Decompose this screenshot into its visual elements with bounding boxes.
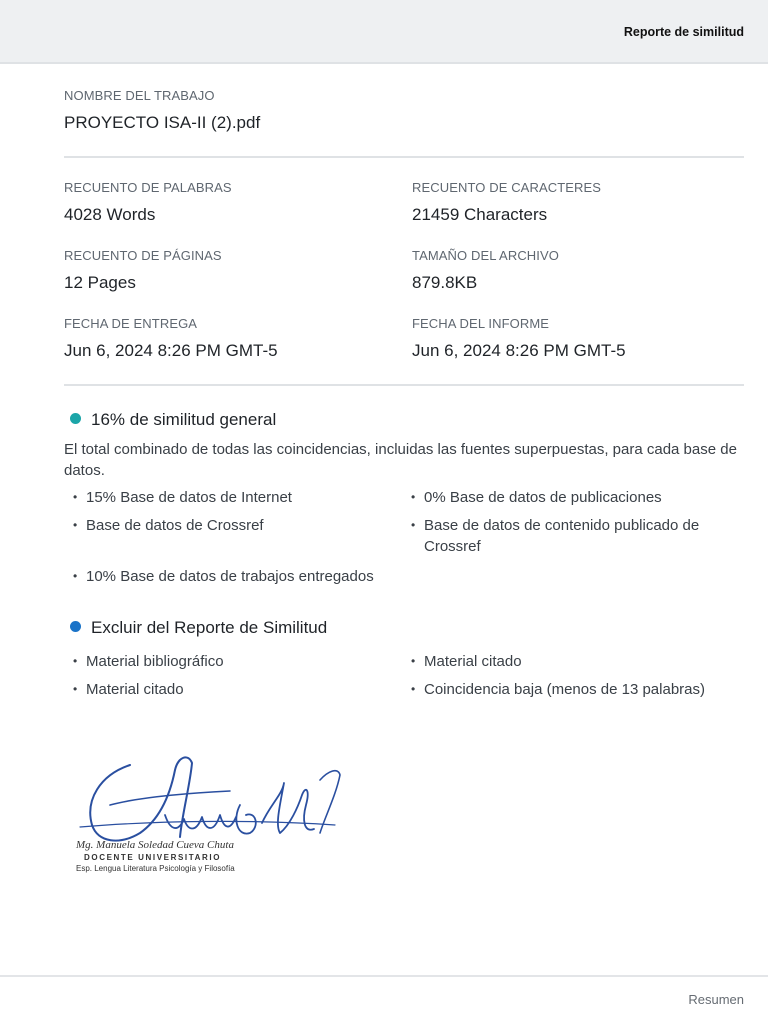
bullet-icon: •: [411, 518, 416, 532]
list-item: • 10% Base de datos de trabajos entregados: [73, 568, 374, 585]
bullet-icon: •: [73, 518, 78, 532]
signature-image: [70, 745, 360, 875]
chars-value: 21459 Characters: [412, 205, 548, 224]
size-label: TAMAÑO DEL ARCHIVO: [412, 248, 559, 263]
bullet-icon: •: [73, 490, 78, 504]
exclude-heading: [70, 618, 327, 638]
similarity-description: El total combinado de todas las coincidencias, incluidas las fuentes superpuestas, para cada base de datos.: [64, 441, 737, 479]
list-item: • Coincidencia baja (menos de 13 palabras): [411, 681, 706, 698]
words-value: 4028 Words: [64, 205, 156, 224]
signature-role: DOCENTE UNIVERSITARIO: [84, 853, 222, 862]
work-name-value: PROYECTO ISA-II (2).pdf: [64, 113, 261, 132]
bullet-icon: •: [411, 682, 416, 696]
bullet-icon: •: [411, 654, 416, 668]
report-date-label: FECHA DEL INFORME: [412, 316, 550, 331]
divider: [64, 384, 744, 386]
teal-dot-icon: [70, 413, 81, 424]
list-item: • Base de datos de contenido publicado de Crossref: [411, 517, 700, 555]
bullet-icon: •: [411, 490, 416, 504]
blue-dot-icon: [70, 621, 81, 632]
bullet-icon: •: [73, 569, 78, 583]
submit-date-label: FECHA DE ENTREGA: [64, 316, 198, 331]
pages-label: RECUENTO DE PÁGINAS: [64, 248, 222, 263]
size-value: 879.8KB: [412, 273, 478, 292]
work-name-label: NOMBRE DEL TRABAJO: [64, 88, 215, 103]
similarity-title: 16% de similitud general: [91, 410, 277, 429]
list-item: • Material bibliográfico: [73, 653, 224, 670]
report-title: Reporte de similitud: [623, 25, 744, 39]
bullet-icon: •: [73, 682, 78, 696]
footer: [0, 975, 768, 1024]
signature-specialty: Esp. Lengua Literatura Psicología y Filosofía: [76, 864, 235, 873]
bullet-icon: •: [73, 654, 78, 668]
summary-link[interactable]: Resumen: [688, 992, 744, 1007]
list-item: • Material citado: [411, 653, 522, 670]
pages-value: 12 Pages: [64, 273, 136, 292]
report-date-value: Jun 6, 2024 8:26 PM GMT-5: [412, 341, 626, 360]
submit-date-value: Jun 6, 2024 8:26 PM GMT-5: [64, 341, 278, 360]
chars-label: RECUENTO DE CARACTERES: [412, 180, 602, 195]
divider: [64, 156, 744, 158]
signature-name: Mg. Manuela Soledad Cueva Chuta: [76, 839, 234, 851]
list-item: • 0% Base de datos de publicaciones: [411, 489, 662, 506]
words-label: RECUENTO DE PALABRAS: [64, 180, 232, 195]
similarity-heading: [70, 410, 276, 430]
exclude-title: Excluir del Reporte de Similitud: [91, 618, 328, 637]
list-item: • 15% Base de datos de Internet: [73, 489, 292, 506]
list-item: • Material citado: [73, 681, 184, 698]
list-item: • Base de datos de Crossref: [73, 517, 264, 534]
top-bar: [0, 0, 768, 64]
